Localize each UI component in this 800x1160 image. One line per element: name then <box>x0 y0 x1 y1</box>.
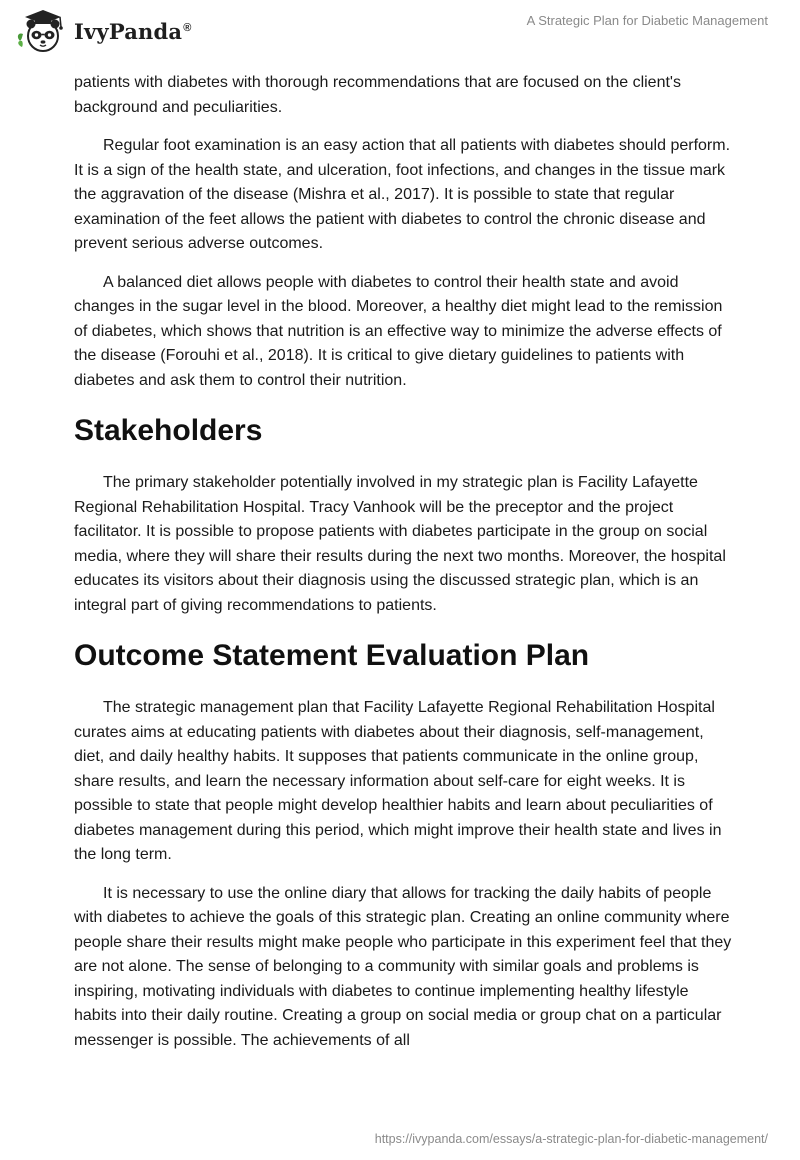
brand-name: IvyPanda® <box>74 18 192 44</box>
paragraph-continued: patients with diabetes with thorough recommendations that are focused on the client's background and peculiarities. <box>74 74 681 116</box>
page-header <box>0 0 800 60</box>
document-title: A Strategic Plan for Diabetic Management <box>526 13 768 28</box>
heading-outcome-evaluation: Outcome Statement Evaluation Plan <box>74 639 590 672</box>
heading-stakeholders: Stakeholders <box>74 414 263 447</box>
paragraph-foot-examination: Regular foot examination is an easy action that all patients with diabetes should perform. It is a sign of the health state, and ulceration, foot infections, and changes in the tissue mark the aggravation of the disease (Mishra et al., 2017). It is possible to state that regular examination of the feet allows the patient with diabetes to control the chronic disease and prevent serious adverse outcomes. <box>74 137 731 252</box>
paragraph-management-plan: The strategic management plan that Facility Lafayette Regional Rehabilitation Hospital curates aims at educating patients with diabetes about their diagnosis, self-management, diet, and daily healthy habits. It supposes that patients communicate in the online group, share results, and learn the necessary information about self-care for eight weeks. It is possible to state that people might develop healthier habits and learn about peculiarities of diabetes management during this period, which might improve their health state and lives in the long term. <box>74 699 722 863</box>
ivypanda-logo[interactable] <box>16 7 192 55</box>
registered-mark: ® <box>183 21 192 34</box>
paragraph-balanced-diet: A balanced diet allows people with diabetes to control their health state and avoid changes in the sugar level in the blood. Moreover, a healthy diet might lead to the remission of diabetes, which shows that nutrition is an effective way to minimize the adverse effects of the disease (Forouhi et al., 2018). It is critical to give dietary guidelines to patients with diabetes and ask them to control their nutrition. <box>74 273 723 389</box>
source-url[interactable]: https://ivypanda.com/essays/a-strategic-plan-for-diabetic-management/ <box>374 1132 768 1146</box>
essay-body <box>74 71 734 1067</box>
paragraph-stakeholders: The primary stakeholder potentially involved in my strategic plan is Facility Lafayette Regional Rehabilitation Hospital. Tracy Vanhook will be the preceptor and the project facilitator. It is possible to propose patients with diabetes participate in the group on social media, where they will share their results during the next two months. Moreover, the hospital educates its visitors about their diagnosis using the discussed strategic plan, which is an integral part of giving recommendations to patients. <box>74 474 726 614</box>
panda-graduate-icon <box>16 7 68 55</box>
paragraph-online-diary: It is necessary to use the online diary that allows for tracking the daily habits of people with diabetes to achieve the goals of this strategic plan. Creating an online community where people share their results might make people who participate in this experiment feel that they are not alone. The sense of belonging to a community with similar goals and problems is inspiring, motivating individuals with diabetes to continue implementing healthy lifestyle habits into their daily routine. Creating a group on social media or group chat on a particular messenger is possible. The achievements of all <box>74 884 732 1049</box>
